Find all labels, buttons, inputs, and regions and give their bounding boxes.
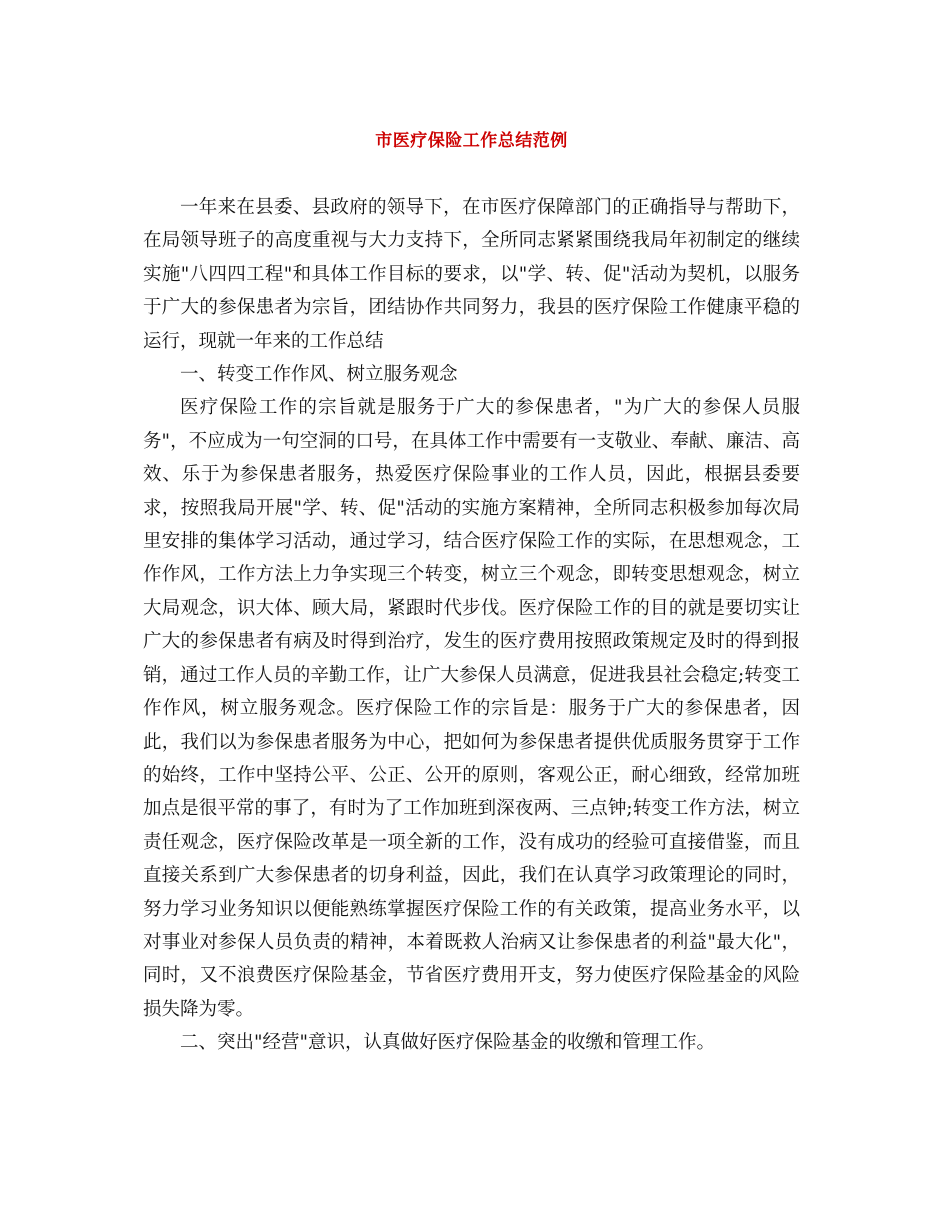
intro-paragraph: 一年来在县委、县政府的领导下，在市医疗保障部门的正确指导与帮助下，在局领导班子的高度重视与大力支持下，全所同志紧紧围绕我局年初制定的继续实施"八四四工程"和具体工作目标的要求，以"学、转、促"活动为契机，以服务于广大的参保患者为宗旨，团结协作共同努力，我县的医疗保险工作健康平稳的运行，现就一年来的工作总结: [143, 197, 800, 352]
section-heading-2: 二、突出"经营"意识，认真做好医疗保险基金的收缴和管理工作。: [180, 1032, 716, 1054]
section-body-1: 医疗保险工作的宗旨就是服务于广大的参保患者，"为广大的参保人员服务"，不应成为一句空洞的口号，在具体工作中需要有一支敬业、奉献、廉洁、高效、乐于为参保患者服务，热爱医疗保险事业的工作人员，因此，根据县委要求，按照我局开展"学、转、促"活动的实施方案精神，全所同志积极参加每次局里安排的集体学习活动，通过学习，结合医疗保险工作的实际，在思想观念，工作作风，工作方法上力争实现三个转变，树立三个观念，即转变思想观念，树立大局观念，识大体、顾大局，紧跟时代步伐。医疗保险工作的目的就是要切实让广大的参保患者有病及时得到治疗，发生的医疗费用按照政策规定及时的得到报销，通过工作人员的辛勤工作，让广大参保人员满意，促进我县社会稳定;转变工作作风，树立服务观念。医疗保险工作的宗旨是：服务于广大的参保患者，因此，我们以为参保患者服务为中心，把如何为参保患者提供优质服务贯穿于工作的始终，工作中坚持公平、公正、公开的原则，客观公正，耐心细致，经常加班加点是很平常的事了，有时为了工作加班到深夜两、三点钟;转变工作方法，树立责任观念，医疗保险改革是一项全新的工作，没有成功的经验可直接借鉴，而且直接关系到广大参保患者的切身利益，因此，我们在认真学习政策理论的同时，努力学习业务知识以便能熟练掌握医疗保险工作的有关政策，提高业务水平，以对事业对参保人员负责的精神，本着既救人治病又让参保患者的利益"最大化"，同时，又不浪费医疗保险基金，节省医疗费用开支，努力使医疗保险基金的风险损失降为零。: [143, 397, 800, 1020]
document-title: 市医疗保险工作总结范例: [375, 131, 568, 151]
section-heading-1: 一、转变工作作风、树立服务观念: [180, 364, 458, 386]
